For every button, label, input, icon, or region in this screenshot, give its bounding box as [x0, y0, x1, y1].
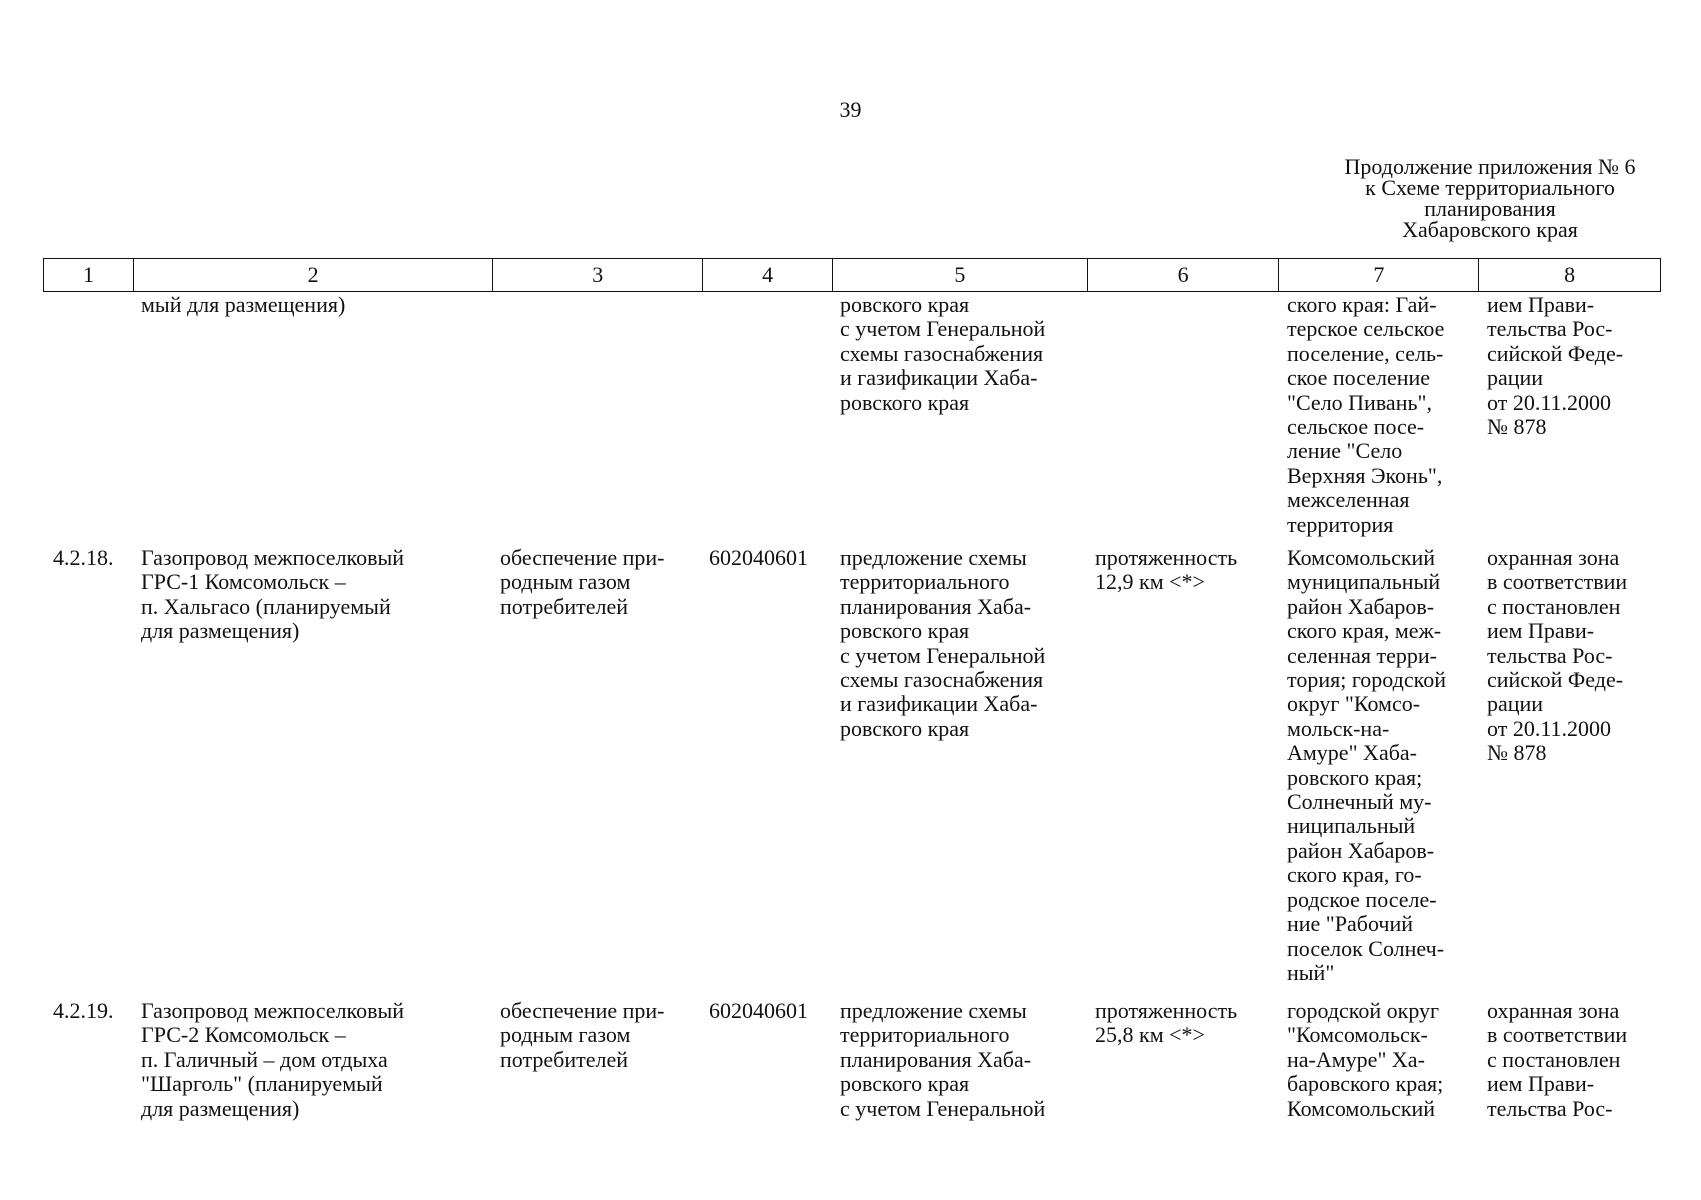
- column-header: 8: [1564, 262, 1576, 287]
- table-body: [43, 293, 1661, 1139]
- column-header: 3: [493, 259, 703, 291]
- appendix-line: Продолжение приложения № 6: [1344, 154, 1636, 179]
- column-header: 5: [833, 259, 1088, 291]
- column-header: 1: [44, 259, 134, 291]
- column-header: 6: [1088, 259, 1280, 291]
- cell-object-name: Газопровод межпоселковый ГРС-2 Комсомольск – п. Галичный – дом отдыха "Шарголь" (планируемый для размещения): [141, 998, 405, 1121]
- column-header: 7: [1279, 259, 1479, 291]
- cell-zone: охранная зона в соответствии с постановлен ием Прави- тельства Рос-: [1487, 998, 1628, 1121]
- cell-characteristics: протяженность 25,8 км <*>: [1095, 998, 1238, 1048]
- cell-number: 4.2.19.: [53, 998, 114, 1023]
- cell-code: [703, 293, 833, 546]
- table-row: [43, 293, 1661, 546]
- appendix-line: планирования: [1424, 196, 1556, 221]
- cell-basis: предложение схемы территориального планирования Хаба- ровского края с учетом Генеральной схемы газоснабжения и газификации Хаба- ровского края: [840, 545, 1046, 741]
- cell-characteristics: [1088, 293, 1280, 546]
- cell-code: 602040601: [709, 545, 808, 570]
- cell-basis: предложение схемы территориального планирования Хаба- ровского края с учетом Генеральной: [840, 998, 1046, 1121]
- cell-location: Комсомольский муниципальный район Хабаров- ского края, меж- селенная терри- тория; городской округ "Комсо- мольск-на- Амуре" Хаба- ровского края; Солнечный му- ниципальный район Хабаров- ского края, го- родское поселе- ние "Рабочий поселок Солнеч- ный": [1287, 545, 1446, 985]
- cell-code: 602040601: [709, 998, 808, 1023]
- cell-purpose: [493, 293, 703, 546]
- cell-object-name: Газопровод межпоселковый ГРС-1 Комсомольск – п. Хальгасо (планируемый для размещения): [141, 545, 405, 644]
- cell-number: [43, 293, 133, 546]
- cell-number: 4.2.18.: [53, 545, 114, 570]
- cell-basis: ровского края с учетом Генеральной схемы газоснабжения и газификации Хаба- ровского края: [840, 292, 1046, 415]
- appendix-line: к Схеме территориального: [1365, 175, 1615, 200]
- table-row: [43, 999, 1661, 1139]
- table-row: [43, 546, 1661, 999]
- column-header: 2: [134, 259, 494, 291]
- cell-zone: ием Прави- тельства Рос- сийской Феде- рации от 20.11.2000 № 878: [1487, 292, 1624, 440]
- cell-object-name: мый для размещения): [141, 292, 346, 317]
- column-header: 4: [703, 259, 833, 291]
- cell-zone: охранная зона в соответствии с постановлен ием Прави- тельства Рос- сийской Феде- рации от 20.11.2000 № 878: [1487, 545, 1628, 766]
- table-header-row: [43, 258, 1661, 292]
- cell-characteristics: протяженность 12,9 км <*>: [1095, 545, 1238, 595]
- cell-purpose: обеспечение при- родным газом потребителей: [500, 545, 665, 619]
- appendix-caption: [1300, 156, 1680, 240]
- page-number: 39: [839, 97, 862, 122]
- cell-location: ского края: Гай- терское сельское поселение, сель- ское поселение "Село Пивань", сельское посе- ление "Село Верхняя Эконь", межселенная территория: [1287, 292, 1445, 537]
- appendix-line: Хабаровского края: [1402, 217, 1578, 242]
- cell-location: городской округ "Комсомольск- на-Амуре" Ха- баровского края; Комсомольский: [1287, 998, 1444, 1121]
- cell-purpose: обеспечение при- родным газом потребителей: [500, 998, 665, 1072]
